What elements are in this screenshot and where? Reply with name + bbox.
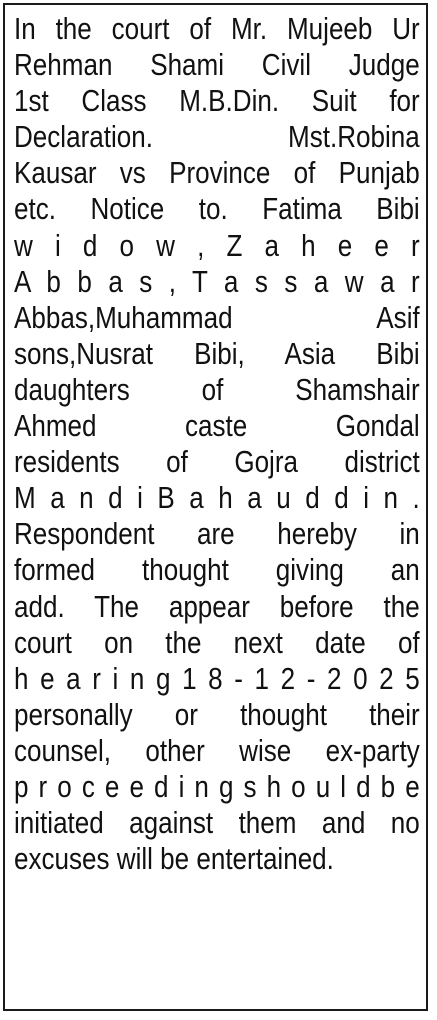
notice-box — [3, 3, 428, 1011]
notice-line: personally or thought their — [14, 696, 420, 732]
notice-line: Ahmed caste Gondal — [14, 408, 420, 444]
notice-line: 1st Class M.B.Din. Suit for — [14, 83, 420, 119]
notice-line: formed thought giving an — [14, 552, 420, 588]
notice-line: p r o c e e d i n g s h o u l d b e — [14, 768, 420, 804]
notice-line: residents of Gojra district — [14, 444, 420, 480]
notice-line: Respondent are hereby in — [14, 516, 420, 552]
notice-line: In the court of Mr. Mujeeb Ur — [14, 11, 420, 46]
notice-line: Kausar vs Province of Punjab — [14, 155, 420, 191]
notice-line: sons,Nusrat Bibi, Asia Bibi — [14, 335, 420, 371]
notice-line: court on the next date of — [14, 624, 420, 660]
notice-text — [14, 11, 420, 877]
notice-line: initiated against them and no — [14, 805, 420, 841]
notice-line: Declaration. Mst.Robina — [14, 119, 420, 155]
notice-line: daughters of Shamshair — [14, 371, 420, 407]
notice-line: etc. Notice to. Fatima Bibi — [14, 191, 420, 227]
notice-line: excuses will be entertained. — [14, 841, 334, 877]
notice-line: counsel, other wise ex-party — [14, 732, 420, 768]
notice-line: A b b a s , T a s s a w a r — [14, 263, 420, 299]
notice-line: add. The appear before the — [14, 588, 420, 624]
notice-line: M a n d i B a h a u d d i n . — [14, 480, 420, 516]
notice-line: w i d o w , Z a h e e r — [14, 227, 420, 263]
notice-line: Rehman Shami Civil Judge — [14, 47, 420, 83]
notice-line: Abbas,Muhammad Asif — [14, 299, 420, 335]
notice-line: h e a r i n g 1 8 - 1 2 - 2 0 2 5 — [14, 660, 420, 696]
